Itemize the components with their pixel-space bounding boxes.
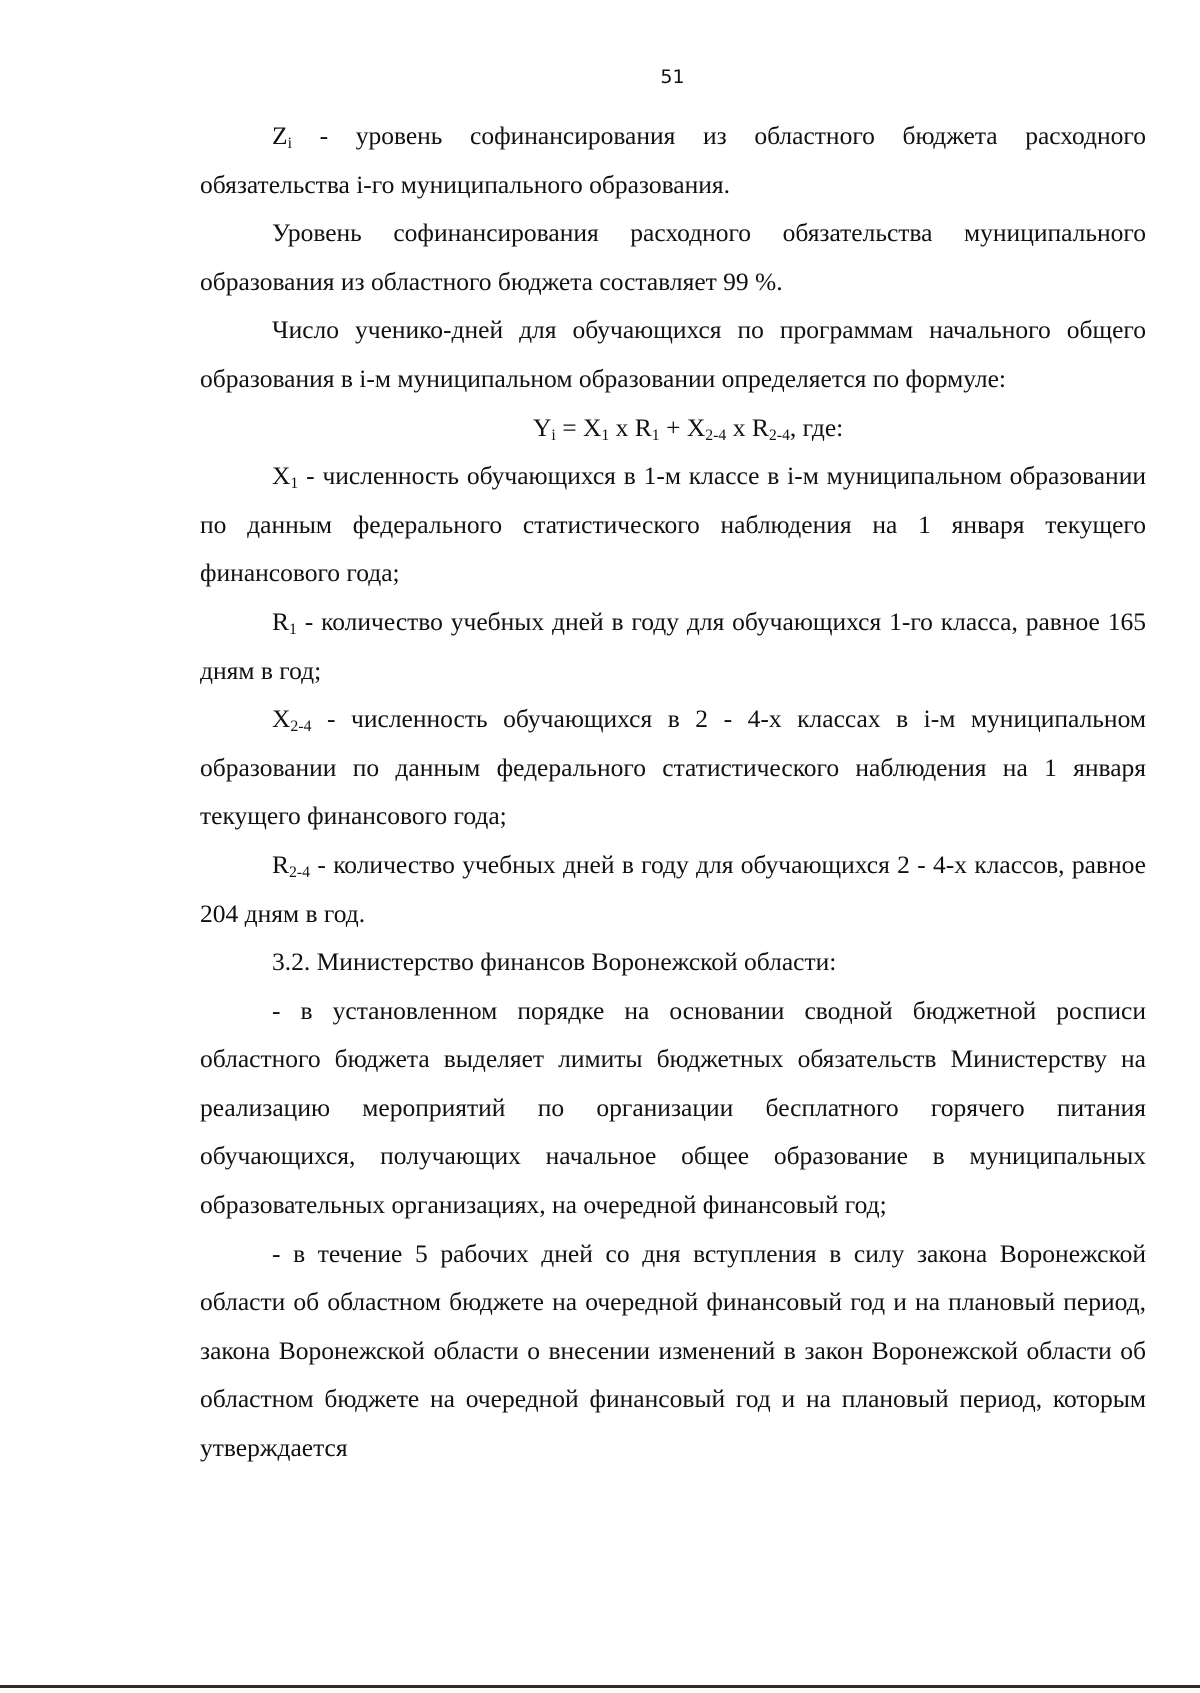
- section-heading-3-2: 3.2. Министерство финансов Воронежской области:: [272, 947, 837, 977]
- term-x1: $X_1$: [272, 461, 299, 493]
- page-number: 51: [660, 66, 685, 88]
- term-r1: $R_1$: [272, 606, 297, 638]
- paragraph-x1-definition: [200, 452, 1146, 598]
- paragraph-z-definition: [200, 112, 1146, 209]
- document-body: [200, 112, 1146, 1473]
- term-x24: $X_{2-4}$: [272, 704, 312, 736]
- paragraph-r1-definition: [200, 598, 1146, 695]
- paragraph-cofinancing-level: Уровень софинансирования расходного обязательства муниципального образования из областного бюджета составляет 99 %.: [200, 218, 1146, 296]
- term-z: $Z_i$: [272, 121, 292, 152]
- definition-text: - количество учебных дней в году для обучающихся 1-го класса, равное 165 дням в год;: [200, 606, 1146, 685]
- paragraph-budget-limits: - в установленном порядке на основании сводной бюджетной росписи областного бюджета выделяет лимиты бюджетных обязательств Министерству на реализацию мероприятий по организации бесплатного горячего питания обучающихся, получающих начальное общее образование в муниципальных образовательных организациях, на очередной финансовый год;: [200, 995, 1146, 1220]
- definition-text: - численность обучающихся в 2 - 4-х классах в i-м муниципальном образовании по данным федерального статистического наблюдения на 1 января текущего финансового года;: [200, 704, 1146, 831]
- term-r24: $R_{2-4}$: [272, 849, 311, 881]
- paragraph-five-days: - в течение 5 рабочих дней со дня вступления в силу закона Воронежской области об областном бюджете на очередной финансовый год и на плановый период, закона Воронежской области о внесении изменений в закон Воронежской области об областном бюджете на очередной финансовый год и на плановый период, которым утверждается: [200, 1238, 1146, 1463]
- paragraph-r24-definition: [200, 841, 1146, 938]
- paragraph-x24-definition: [200, 695, 1146, 841]
- formula: $Y_i = X_1$ x $R_1 + X_{2-4}$ x $R_{2-4}$, где:: [533, 412, 844, 444]
- definition-text: - количество учебных дней в году для обучающихся 2 - 4-х классов, равное 204 дням в год.: [200, 849, 1146, 928]
- scan-edge-line: [0, 1685, 1200, 1688]
- paragraph-student-days: Число ученико-дней для обучающихся по программам начального общего образования в i-м муниципальном образовании определяется по формуле:: [200, 315, 1146, 393]
- definition-text: - уровень софинансирования из областного бюджета расходного обязательства i-го муниципального образования.: [200, 121, 1146, 199]
- definition-text: - численность обучающихся в 1-м классе в i-м муниципальном образовании по данным федерального статистического наблюдения на 1 января текущего финансового года;: [200, 461, 1146, 588]
